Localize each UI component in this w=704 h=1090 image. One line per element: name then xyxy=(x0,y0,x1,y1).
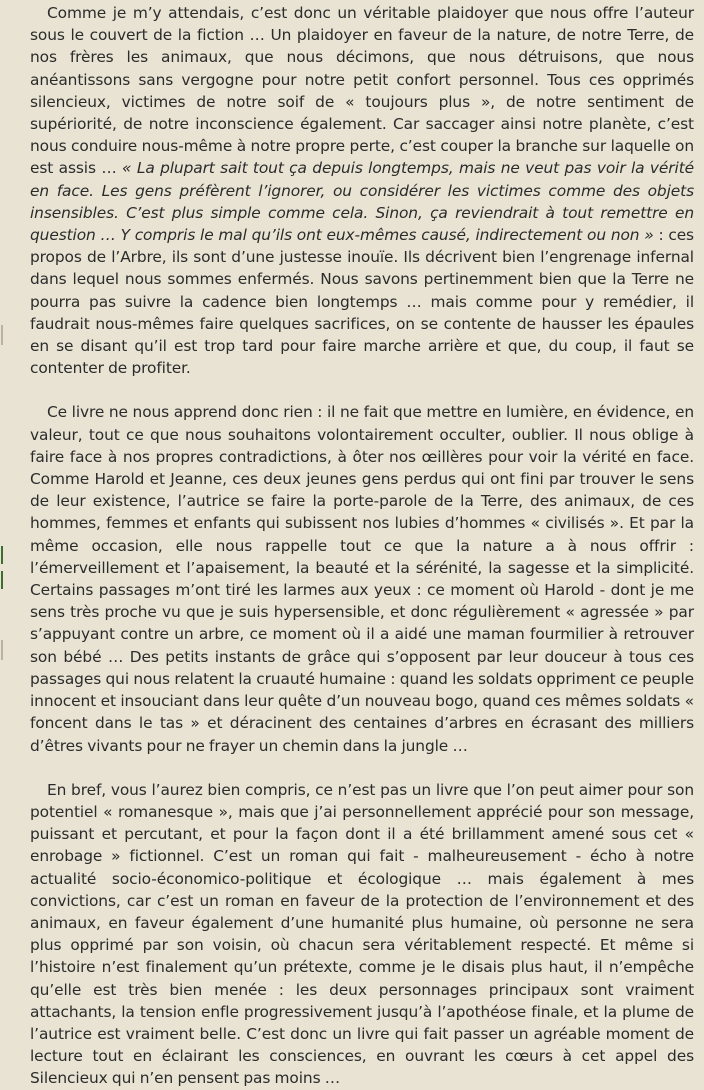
margin-rule-lower xyxy=(1,640,3,660)
paragraph-3 xyxy=(30,779,694,1090)
paragraph-2-text: Ce livre ne nous apprend donc rien : il ne fait que mettre en lumière, en évidence, en valeur, tout ce que nous souhaitons volontairement occulter, oublier. Il nous oblige à faire face à nos propres contradictions, à ôter nos œillères pour voir la vérité en face. Comme Harold et Jeanne, ces deux jeunes gens perdus qui ont fini par trouver le sens de leur existence, l’autrice se faire la porte-parole de la Terre, des animaux, de ces hommes, femmes et enfants qui subissent nos lubies d’hommes « civilisés ». Et par la même occasion, elle nous rappelle tout ce que la nature a à nous offrir : l’émerveillement et l’apaisement, la beauté et la sérénité, la sagesse et la simplicité. Certains passages m’ont tiré les larmes aux yeux : ce moment où Harold - dont je me sens très proche vu que je suis hypersensible, et donc régulièrement « agressée » par s’appuyant contre un arbre, ce moment où il a aidé une maman fourmilier à retrouver son bébé … Des petits instants de grâce qui s’opposent par leur douceur à tous ces passages qui nous relatent la cruauté humaine : quand les soldats oppriment ce peuple innocent et insouciant dans leur quête d’un nouveau bogo, quand ces mêmes soldats « foncent dans le tas » et déracinent des centaines d’arbres en écrasant des milliers d’êtres vivants pour ne frayer un chemin dans la jungle … xyxy=(30,403,694,755)
paragraph-1-text-1: Comme je m’y attendais, c’est donc un véritable plaidoyer que nous offre l’auteur sous le couvert de la fiction … Un plaidoyer en faveur de la nature, de notre Terre, de nos frères les animaux, que nous décimons, que nous détruisons, que nous anéantissons sans vergogne pour notre petit confort personnel. Tous ces opprimés silencieux, victimes de notre soif de « toujours plus », de notre sentiment de supériorité, de notre inconscience également. Car saccager ainsi notre planète, c’est nous conduire nous-même à notre propre perte, c’est couper la branche sur laquelle on est assis … xyxy=(30,4,694,178)
paragraph-3-text: En bref, vous l’aurez bien compris, ce n’est pas un livre que l’on peut aimer pour son potentiel « romanesque », mais que j’ai personnellement apprécié pour son message, puissant et percutant, et pour la façon dont il a été brillamment amené sous cet « enrobage » fictionnel. C’est un roman qui fait - malheureusement - écho à notre actualité socio-économico-politique et écologique … mais également à mes convictions, car c’est un roman en faveur de la protection de l’environnement et des animaux, en faveur également d’une humanité plus humaine, où personne ne sera plus opprimé par son voisin, où chacun sera véritablement respecté. Et même si l’histoire n’est finalement qu’un prétexte, comme je le disais plus haut, il n’empêche qu’elle est très bien menée : les deux personnages principaux sont vraiment attachants, la tension enfle progressivement jusqu’à l’apothéose finale, et la plume de l’autrice est vraiment belle. C’est donc un livre qui fait passer un agréable moment de lecture tout en éclairant les consciences, en ouvrant les cœurs à cet appel des Silencieux qui n’en pensent pas moins … xyxy=(30,780,694,1088)
paragraph-1 xyxy=(30,2,694,379)
paragraph-1-quote: « La plupart sait tout ça depuis longtemps, mais ne veut pas voir la vérité en face. Les gens préfèrent l’ignorer, ou considérer les victimes comme des objets insensibles. C’est plus simple comme cela. Sinon, ça reviendrait à tout remettre en question … Y compris le mal qu’ils ont eux-mêmes causé, indirectement ou non » xyxy=(30,159,695,245)
paragraph-2 xyxy=(30,401,694,756)
paragraph-1-text-2: : ces propos de l’Arbre, ils sont d’une justesse inouïe. Ils décrivent bien l’engrenage infernal dans lequel nous sommes enfermés. Nous savons pertinemment bien que la Terre ne pourra pas suivre la cadence bien longtemps … mais comme pour y remédier, il faudrait nous-mêmes faire quelques sacrifices, on se contente de hausser les épaules en se disant qu’il est trop tard pour faire marche arrière et que, du coup, il faut se contenter de profiter. xyxy=(30,226,694,378)
article-body xyxy=(30,2,694,1090)
margin-rule-green-2 xyxy=(1,571,3,589)
margin-rule-green-1 xyxy=(1,546,3,564)
margin-rule-upper xyxy=(1,325,3,345)
